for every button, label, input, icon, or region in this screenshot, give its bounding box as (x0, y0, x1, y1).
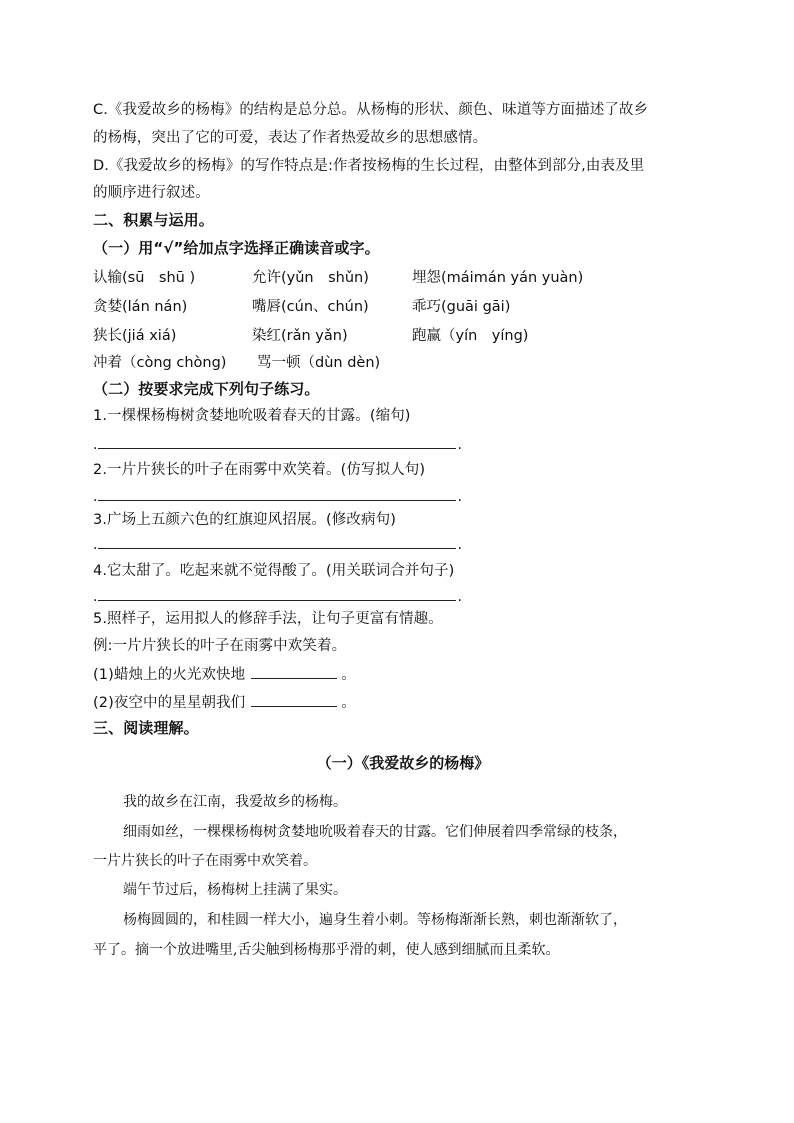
answer-line-end-dot: . (457, 437, 462, 453)
answer-line-2[interactable] (93, 486, 462, 507)
sub-question-2-text: (2)夜空中的星星朝我们 (93, 695, 246, 711)
option-c-line-2: 的杨梅，突出了它的可爱，表达了作者热爱故乡的思想感情。 (93, 130, 488, 146)
reading-paragraph-2-line-1: 细雨如丝，一棵棵杨梅树贪婪地吮吸着春天的甘露。它们伸展着四季常绿的枝条， (123, 824, 627, 840)
sub-question-2-period: 。 (341, 695, 356, 711)
pinyin-item-paoying: 跑赢（yín yíng) (412, 328, 529, 344)
answer-line-start-dot: . (93, 589, 98, 605)
section-2-title: 二、积累与运用。 (93, 211, 214, 229)
part-2-title: （二）按要求完成下列句子练习。 (93, 380, 320, 398)
reading-paragraph-4-line-1: 杨梅圆圆的，和桂圆一样大小，遍身生着小刺。等杨梅渐渐长熟，刺也渐渐软了， (123, 912, 627, 928)
question-3: 3.广场上五颜六色的红旗迎风招展。(修改病句) (93, 512, 396, 528)
answer-line-start-dot: . (93, 489, 98, 505)
answer-line-end-dot: . (457, 589, 462, 605)
option-d-line-1: D.《我爱故乡的杨梅》的写作特点是:作者按杨梅的生长过程，由整体到部分,由表及里 (93, 158, 645, 174)
answer-line-4[interactable] (93, 586, 462, 607)
question-2: 2.一片片狭长的叶子在雨雾中欢笑着。(仿写拟人句) (93, 462, 426, 478)
reading-title: （一）《我爱故乡的杨梅》 (316, 754, 490, 772)
sub-question-2-blank[interactable] (251, 692, 337, 707)
answer-blank-3[interactable] (98, 534, 456, 549)
example-sentence: 例:一片片狭长的叶子在雨雾中欢笑着。 (93, 638, 347, 654)
answer-line-start-dot: . (93, 437, 98, 453)
option-c-line-1: C.《我爱故乡的杨梅》的结构是总分总。从杨梅的形状、颜色、味道等方面描述了故乡 (93, 102, 649, 118)
sub-question-1-blank[interactable] (251, 664, 337, 679)
answer-blank-1[interactable] (98, 434, 456, 449)
answer-line-end-dot: . (457, 537, 462, 553)
pinyin-item-ranhong: 染红(rǎn yǎn) (252, 328, 348, 344)
pinyin-item-guaiqiao: 乖巧(guāi gāi) (412, 299, 511, 315)
answer-blank-4[interactable] (98, 586, 456, 601)
pinyin-item-mayidun: 骂一顿（dùn dèn) (257, 355, 381, 371)
pinyin-item-xiachang: 狭长(jiá xiá) (93, 328, 177, 344)
pinyin-item-tanlan: 贪婪(lán nán) (93, 299, 188, 315)
option-d-line-2: 的顺序进行叙述。 (93, 185, 210, 201)
reading-paragraph-1: 我的故乡在江南，我爱故乡的杨梅。 (123, 794, 347, 810)
pinyin-item-zuichun: 嘴唇(cún、chún) (252, 299, 369, 315)
sub-question-1 (93, 664, 356, 685)
pinyin-item-yunxu: 允许(yǔn shǔn) (252, 270, 369, 286)
answer-line-start-dot: . (93, 537, 98, 553)
sub-question-1-period: 。 (341, 667, 356, 683)
answer-line-1[interactable] (93, 434, 462, 455)
answer-line-3[interactable] (93, 534, 462, 555)
pinyin-item-maiyuan: 埋怨(máimán yán yuàn) (412, 270, 584, 286)
section-3-title: 三、阅读理解。 (93, 719, 199, 737)
question-4: 4.它太甜了。吃起来就不觉得酸了。(用关联词合并句子) (93, 563, 455, 579)
sub-question-2 (93, 692, 356, 713)
answer-line-end-dot: . (457, 489, 462, 505)
question-5: 5.照样子，运用拟人的修辞手法，让句子更富有情趣。 (93, 611, 443, 627)
reading-paragraph-2-line-2: 一片片狭长的叶子在雨雾中欢笑着。 (93, 853, 317, 869)
question-1: 1.一棵棵杨梅树贪婪地吮吸着春天的甘露。(缩句) (93, 408, 411, 424)
answer-blank-2[interactable] (98, 486, 456, 501)
pinyin-item-chongzhe: 冲着（còng chòng) (93, 355, 227, 371)
part-1-title: （一）用“√”给加点字选择正确读音或字。 (93, 239, 380, 257)
reading-paragraph-3: 端午节过后，杨梅树上挂满了果实。 (123, 882, 347, 898)
sub-question-1-text: (1)蜡烛上的火光欢快地 (93, 667, 246, 683)
pinyin-item-renshu: 认输(sū shū ) (93, 270, 196, 286)
reading-paragraph-4-line-2: 平了。摘一个放进嘴里,舌尖触到杨梅那乎滑的刺，使人感到细腻而且柔软。 (93, 942, 560, 958)
